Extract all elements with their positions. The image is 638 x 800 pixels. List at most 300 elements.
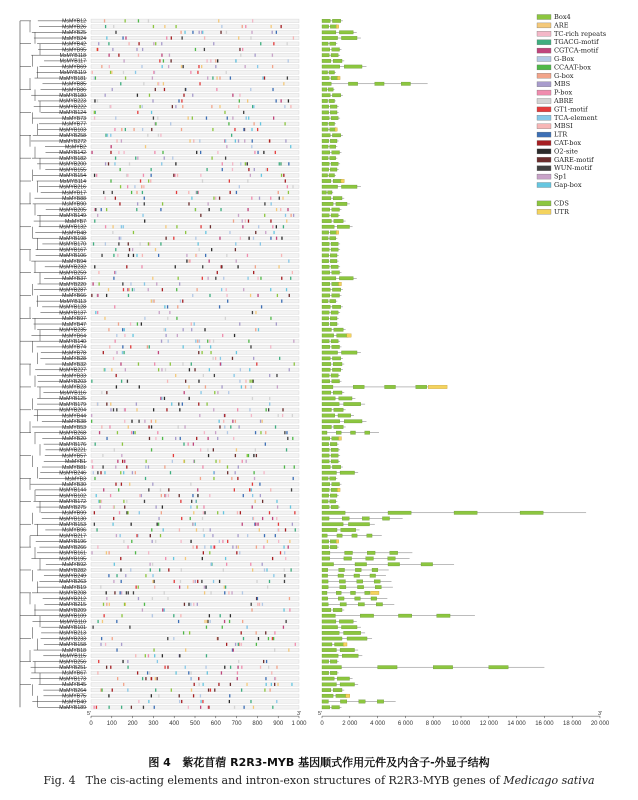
gene-name: MsMYB196 (59, 539, 86, 546)
cis-element-mark (121, 580, 122, 583)
cds-exon (322, 65, 340, 68)
cis-element-mark (167, 317, 168, 320)
legend-swatch (537, 132, 551, 137)
cis-element-mark (293, 214, 294, 217)
cis-element-mark (168, 494, 169, 497)
cis-element-mark (170, 59, 171, 62)
cds-exon (322, 294, 330, 297)
cis-element-mark (197, 488, 198, 491)
cis-element-mark (286, 219, 287, 222)
cis-element-mark (126, 174, 127, 177)
cis-element-mark (270, 488, 271, 491)
cis-element-mark (157, 431, 158, 434)
cis-element-mark (263, 471, 264, 474)
cds-exon (332, 465, 340, 468)
cis-element-mark (276, 237, 277, 240)
cis-element-mark (290, 568, 291, 571)
cis-element-mark (243, 706, 244, 709)
cis-element-mark (165, 237, 166, 240)
cds-exon (322, 219, 331, 222)
cis-element-mark (243, 288, 244, 291)
promoter-row (91, 431, 299, 435)
cis-element-mark (121, 706, 122, 709)
cis-element-mark (108, 288, 109, 291)
cis-element-mark (204, 534, 205, 537)
cis-element-mark (101, 500, 102, 503)
cis-element-mark (226, 254, 227, 257)
cds-exon (331, 214, 338, 217)
cis-element-mark (98, 271, 99, 274)
cis-element-mark (260, 42, 261, 45)
promoter-row (91, 625, 299, 629)
cis-element-mark (116, 334, 117, 337)
cds-exon (322, 683, 336, 686)
gene-name: MsMYB200 (59, 161, 86, 168)
cis-element-mark (251, 414, 252, 417)
gene-name: MsMYB268 (59, 430, 86, 437)
cds-exon (322, 19, 330, 22)
promoter-row (91, 82, 299, 86)
cis-element-mark (188, 706, 189, 709)
cis-element-mark (270, 237, 271, 240)
cis-element-mark (232, 168, 233, 171)
gene-name: MsMYB249 (59, 573, 86, 580)
cis-element-mark (116, 351, 117, 354)
cis-element-mark (200, 214, 201, 217)
cis-element-mark (262, 517, 263, 520)
cis-element-mark (136, 254, 137, 257)
cis-element-mark (138, 597, 139, 600)
cis-element-mark (105, 94, 106, 97)
cis-element-mark (217, 391, 218, 394)
cis-element-mark (259, 197, 260, 200)
cds-exon (322, 231, 329, 234)
cis-element-mark (200, 225, 201, 228)
cis-element-mark (169, 54, 170, 57)
cis-element-mark (123, 59, 124, 62)
cis-element-mark (160, 208, 161, 211)
cis-element-mark (105, 162, 106, 165)
cis-element-mark (223, 511, 224, 514)
cis-element-mark (183, 460, 184, 463)
cis-element-mark (229, 700, 230, 703)
cis-element-mark (96, 174, 97, 177)
cds-exon (366, 557, 374, 560)
gene-name: MsMYB209 (59, 607, 86, 614)
cds-exon (322, 425, 331, 428)
cds-exon (322, 437, 330, 440)
gene-name: MsMYB212 (59, 596, 86, 603)
cis-element-mark (233, 374, 234, 377)
cis-element-mark (192, 31, 193, 34)
gene-name: MsMYB78 (62, 350, 86, 357)
legend-swatch (537, 57, 551, 62)
cis-element-mark (260, 666, 261, 669)
cis-element-mark (198, 65, 199, 68)
cis-element-mark (288, 99, 289, 102)
cis-element-mark (164, 25, 165, 28)
cis-element-mark (127, 660, 128, 663)
gene-name: MsMYB275 (59, 504, 86, 511)
cis-element-mark (97, 311, 98, 314)
gene-name: MsMYB110 (59, 619, 86, 626)
cis-element-mark (128, 294, 129, 297)
cds-exon (322, 380, 330, 383)
gene-name: MsMYB97 (62, 316, 86, 323)
cis-element-mark (153, 117, 154, 120)
cis-element-mark (233, 437, 234, 440)
cis-element-mark (210, 345, 211, 348)
cds-exon (339, 580, 345, 583)
cis-element-mark (193, 546, 194, 549)
cis-element-mark (237, 265, 238, 268)
cis-element-mark (195, 237, 196, 240)
cis-element-mark (288, 546, 289, 549)
cis-element-mark (210, 689, 211, 692)
cis-element-mark (189, 368, 190, 371)
cds-exon (330, 128, 336, 131)
cis-element-mark (124, 420, 125, 423)
cis-element-mark (161, 494, 162, 497)
cis-element-mark (138, 700, 139, 703)
cis-element-mark (175, 105, 176, 108)
cis-element-mark (180, 437, 181, 440)
cis-element-mark (248, 454, 249, 457)
cis-element-mark (287, 76, 288, 79)
legend-label: O2-site (554, 147, 578, 156)
cis-element-mark (166, 36, 167, 39)
cis-element-mark (172, 105, 173, 108)
cds-exon (322, 282, 330, 285)
cis-element-mark (190, 71, 191, 74)
cis-element-mark (281, 174, 282, 177)
cis-element-mark (286, 288, 287, 291)
cis-element-mark (199, 31, 200, 34)
cis-element-mark (219, 305, 220, 308)
legend-label: LTR (554, 130, 568, 139)
gene-name: MsMYB99 (62, 510, 86, 517)
structure-tick-label: 6 000 (397, 721, 413, 728)
cis-element-mark (202, 265, 203, 268)
cis-element-mark (236, 191, 237, 194)
cds-exon (332, 48, 340, 51)
cis-element-mark (106, 391, 107, 394)
cis-element-mark (222, 626, 223, 629)
cis-element-mark (212, 357, 213, 360)
cis-element-mark (173, 174, 174, 177)
cds-exon (322, 477, 328, 480)
promoter-row (91, 25, 299, 29)
cis-element-mark (291, 683, 292, 686)
cis-element-mark (112, 231, 113, 234)
cds-exon (416, 385, 427, 388)
cis-element-mark (175, 25, 176, 28)
cis-element-mark (136, 191, 137, 194)
cis-element-mark (202, 179, 203, 182)
cis-element-mark (227, 471, 228, 474)
cis-element-mark (282, 408, 283, 411)
cis-element-mark (234, 706, 235, 709)
cis-element-mark (210, 528, 211, 531)
gene-name: MsMYB119 (59, 70, 86, 77)
cis-element-mark (211, 105, 212, 108)
cds-exon (344, 631, 361, 634)
legend-label: UTR (554, 207, 569, 216)
promoter-row (91, 562, 299, 566)
cis-element-mark (202, 683, 203, 686)
promoter-row (91, 133, 299, 137)
cis-element-mark (237, 671, 238, 674)
cis-element-mark (238, 643, 239, 646)
cis-element-mark (204, 591, 205, 594)
cis-element-mark (114, 448, 115, 451)
cis-element-mark (249, 488, 250, 491)
cis-element-mark (110, 403, 111, 406)
cis-element-mark (203, 374, 204, 377)
cis-element-mark (113, 517, 114, 520)
gene-name: MsMYB153 (59, 522, 86, 529)
cis-element-mark (139, 385, 140, 388)
cis-element-mark (134, 288, 135, 291)
cis-element-mark (179, 494, 180, 497)
cds-exon (322, 517, 329, 520)
cds-exon (322, 339, 329, 342)
cis-element-mark (271, 202, 272, 205)
cis-element-mark (294, 465, 295, 468)
cis-element-mark (241, 643, 242, 646)
cis-element-mark (96, 494, 97, 497)
cis-element-mark (119, 534, 120, 537)
cis-element-mark (250, 563, 251, 566)
cis-element-mark (155, 88, 156, 91)
cds-exon (322, 311, 329, 314)
cis-element-mark (227, 465, 228, 468)
cis-element-mark (181, 517, 182, 520)
cis-element-mark (151, 448, 152, 451)
cis-element-mark (176, 225, 177, 228)
cis-element-mark (164, 157, 165, 160)
cis-element-mark (264, 689, 265, 692)
cis-element-mark (219, 105, 220, 108)
cis-element-mark (197, 71, 198, 74)
cis-element-mark (210, 591, 211, 594)
cis-element-mark (284, 122, 285, 125)
gene-name: MsMYB66 (62, 293, 86, 300)
cis-element-mark (266, 660, 267, 663)
cis-element-mark (230, 666, 231, 669)
gene-name: MsMYB118 (59, 52, 86, 59)
cds-exon (331, 488, 338, 491)
cis-element-mark (207, 340, 208, 343)
gene-name: MsMYB259 (59, 270, 86, 277)
cis-element-mark (251, 31, 252, 34)
cis-element-mark (193, 443, 194, 446)
cis-element-mark (267, 586, 268, 589)
cis-element-mark (96, 706, 97, 709)
cis-element-mark (148, 288, 149, 291)
cis-element-mark (119, 202, 120, 205)
cds-exon (322, 237, 328, 240)
cds-exon (340, 648, 354, 651)
promoter-row (91, 448, 299, 452)
promoter-row (91, 299, 299, 303)
cds-exon (322, 36, 338, 39)
cds-exon (355, 597, 361, 600)
cis-element-mark (161, 397, 162, 400)
promoter-row (91, 482, 299, 486)
cis-element-mark (235, 454, 236, 457)
cis-element-mark (222, 162, 223, 165)
cis-element-mark (162, 437, 163, 440)
cis-element-mark (223, 277, 224, 280)
cds-exon (341, 351, 357, 354)
cis-element-mark (133, 431, 134, 434)
cis-element-mark (167, 380, 168, 383)
cds-exon (322, 448, 329, 451)
cis-element-mark (178, 403, 179, 406)
cis-element-mark (144, 500, 145, 503)
cis-element-mark (239, 551, 240, 554)
cis-element-mark (200, 151, 201, 154)
cis-element-mark (226, 31, 227, 34)
cis-element-mark (174, 580, 175, 583)
cis-element-mark (130, 322, 131, 325)
cis-element-mark (108, 574, 109, 577)
promoter-tick-label: 500 (189, 721, 201, 728)
cds-exon (322, 128, 328, 131)
cis-element-mark (127, 511, 128, 514)
cds-exon (370, 574, 376, 577)
cis-element-mark (180, 31, 181, 34)
cds-exon (388, 563, 400, 566)
utr-region (339, 437, 342, 440)
cis-element-mark (145, 677, 146, 680)
cis-element-mark (252, 494, 253, 497)
cis-element-mark (135, 654, 136, 657)
cds-exon (322, 614, 335, 617)
cis-element-mark (203, 528, 204, 531)
cds-exon (322, 105, 329, 108)
cis-element-mark (252, 505, 253, 508)
cis-element-mark (114, 305, 115, 308)
cis-element-mark (103, 488, 104, 491)
legend-label: ABRE (554, 97, 574, 105)
cis-element-mark (271, 25, 272, 28)
cis-element-mark (256, 546, 257, 549)
cds-exon (322, 214, 329, 217)
cis-element-mark (110, 494, 111, 497)
gene-name: MsMYB154 (59, 173, 86, 180)
promoter-row (91, 608, 299, 612)
promoter-row (91, 236, 299, 240)
cds-exon (322, 545, 329, 548)
cis-element-mark (123, 71, 124, 74)
cis-element-mark (152, 277, 153, 280)
gene-name: MsMYB172 (59, 499, 86, 506)
cis-element-mark (234, 488, 235, 491)
cis-element-mark (172, 460, 173, 463)
gene-name: MsMYB223 (59, 98, 86, 105)
cds-exon (322, 402, 339, 405)
cis-element-mark (184, 603, 185, 606)
cds-exon (331, 311, 338, 314)
cis-element-mark (105, 197, 106, 200)
cis-element-mark (123, 540, 124, 543)
structure-tick-label: 14 000 (507, 721, 526, 728)
gene-name: MsMYB7 (64, 218, 86, 225)
cis-element-mark (137, 94, 138, 97)
cds-exon (330, 500, 336, 503)
cis-element-mark (159, 311, 160, 314)
promoter-row (91, 339, 299, 343)
cis-element-mark (97, 671, 98, 674)
legend-label: TCA-element (554, 113, 598, 122)
cis-element-mark (158, 351, 159, 354)
cis-element-mark (126, 265, 127, 268)
cis-element-mark (179, 408, 180, 411)
cis-element-mark (152, 76, 153, 79)
cis-element-mark (175, 437, 176, 440)
cis-element-mark (185, 557, 186, 560)
cds-exon (376, 603, 382, 606)
promoter-row (91, 231, 299, 235)
cis-element-mark (198, 677, 199, 680)
cis-element-mark (141, 265, 142, 268)
promoter-row (91, 156, 299, 160)
gene-name: MsMYB204 (59, 407, 86, 414)
cis-element-mark (199, 683, 200, 686)
cis-element-mark (120, 557, 121, 560)
cis-element-mark (251, 608, 252, 611)
cis-element-mark (194, 322, 195, 325)
cis-element-mark (173, 637, 174, 640)
cis-element-mark (142, 608, 143, 611)
cis-element-mark (219, 237, 220, 240)
cis-element-mark (205, 254, 206, 257)
promoter-row (91, 465, 299, 469)
cis-element-mark (230, 614, 231, 617)
cis-element-mark (207, 202, 208, 205)
cis-element-mark (184, 31, 185, 34)
cis-element-mark (165, 328, 166, 331)
cis-element-mark (198, 380, 199, 383)
cis-element-mark (98, 282, 99, 285)
cis-element-mark (122, 36, 123, 39)
cis-element-mark (247, 534, 248, 537)
cis-element-mark (138, 362, 139, 365)
cis-element-mark (118, 322, 119, 325)
cis-element-mark (253, 105, 254, 108)
legend-label: CCAAT-box (554, 63, 591, 72)
cds-exon (322, 488, 329, 491)
cis-element-mark (281, 237, 282, 240)
cis-element-mark (179, 586, 180, 589)
cis-element-mark (280, 25, 281, 28)
legend-swatch (537, 23, 551, 28)
cis-element-mark (165, 494, 166, 497)
cis-element-mark (117, 460, 118, 463)
gene-name: MsMYB103 (59, 127, 86, 134)
cds-exon (322, 151, 330, 154)
cis-element-mark (289, 294, 290, 297)
cis-element-mark (177, 305, 178, 308)
cis-element-mark (192, 294, 193, 297)
cis-element-mark (212, 534, 213, 537)
legend-label: GT1-motif (554, 105, 588, 114)
promoter-row (91, 517, 299, 521)
cds-exon (332, 282, 340, 285)
cis-element-mark (152, 597, 153, 600)
